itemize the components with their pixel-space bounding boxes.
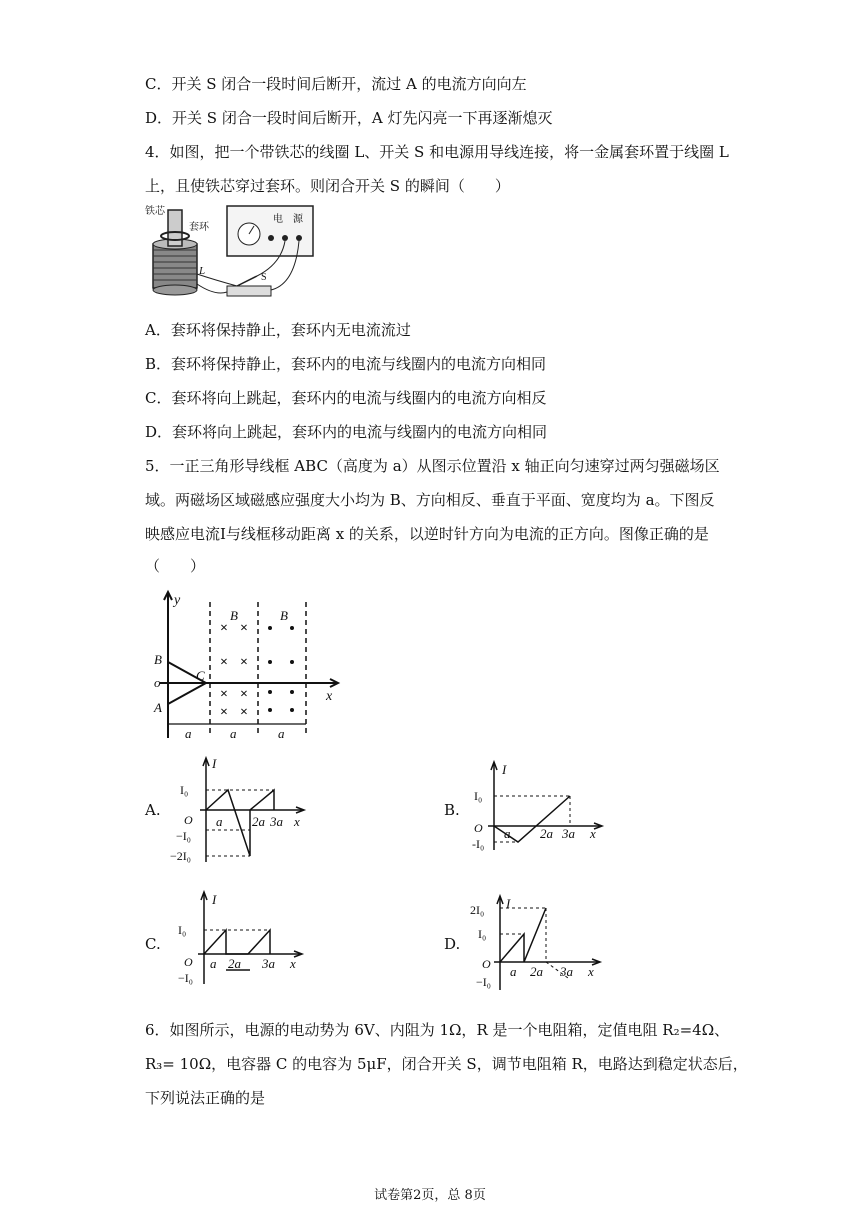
q5-b-origin: O bbox=[474, 821, 483, 835]
svg-text:×: × bbox=[220, 705, 228, 720]
svg-text:×: × bbox=[220, 655, 228, 670]
q5-option-d-label: D. bbox=[444, 935, 461, 953]
q5-c-neg-i0: −I₀ bbox=[178, 971, 193, 985]
svg-text:×: × bbox=[240, 655, 248, 670]
q5-option-a-label: A. bbox=[145, 801, 161, 819]
q5-stem-line3: 映感应电流I与线框移动距离 x 的关系，以逆时针方向为电流的正方向。图像正确的是 bbox=[145, 525, 709, 543]
q5-d-neg-i0: −I₀ bbox=[476, 975, 491, 989]
q5-a-origin: O bbox=[184, 813, 193, 827]
q5-b-axis-x: x bbox=[590, 826, 596, 841]
q5-c-tick-2a: 2a bbox=[228, 956, 241, 971]
q3-option-c: C．开关 S 闭合一段时间后断开，流过 A 的电流方向向左 bbox=[145, 75, 527, 93]
q6-stem-line2: R₃= 10Ω，电容器 C 的电容为 5μF，闭合开关 S，调节电阻箱 R，电路达到稳定状态后， bbox=[145, 1055, 748, 1073]
q5-d-i0: I₀ bbox=[478, 927, 487, 941]
q4-option-a: A．套环将保持静止，套环内无电流流过 bbox=[145, 321, 411, 339]
q5-a-i0: I₀ bbox=[180, 783, 189, 797]
q5-width-a3: a bbox=[278, 726, 285, 741]
q5-b-tick-a: a bbox=[504, 826, 511, 841]
q5-field-figure bbox=[150, 588, 350, 743]
q5-d-origin: O bbox=[482, 957, 491, 971]
q5-label-origin: o bbox=[154, 675, 161, 690]
q5-d-axis-x: x bbox=[588, 964, 594, 979]
svg-text:×: × bbox=[240, 705, 248, 720]
svg-text:×: × bbox=[220, 687, 228, 702]
q5-c-axis-x: x bbox=[290, 956, 296, 971]
q5-label-field1: B bbox=[230, 608, 238, 623]
svg-text:×: × bbox=[240, 621, 248, 636]
q4-stem-line2: 上，且使铁芯穿过套环。则闭合开关 S 的瞬间（ ） bbox=[145, 177, 510, 195]
q5-stem-line2: 域。两磁场区域磁感应强度大小均为 B、方向相反、垂直于平面、宽度均为 a。下图反 bbox=[145, 491, 715, 509]
q5-width-a2: a bbox=[230, 726, 237, 741]
q5-a-neg-i0: −I₀ bbox=[176, 829, 191, 843]
q5-d-tick-3a: 3a bbox=[560, 964, 573, 979]
q4-coil-figure bbox=[145, 204, 325, 304]
q4-label-switch: S bbox=[261, 272, 267, 283]
q5-graph-d bbox=[470, 894, 610, 994]
q5-d-2i0: 2I₀ bbox=[470, 903, 485, 917]
q5-a-axis-i: I bbox=[212, 756, 217, 771]
q4-label-coil: L bbox=[199, 265, 206, 277]
q5-label-a-vertex: A bbox=[154, 700, 162, 715]
q5-label-c-vertex: C bbox=[196, 668, 205, 683]
q5-width-a1: a bbox=[185, 726, 192, 741]
page-footer: 试卷第2页，总 8页 bbox=[374, 1188, 486, 1203]
q5-d-tick-2a: 2a bbox=[530, 964, 543, 979]
q5-a-tick-3a: 3a bbox=[270, 814, 283, 829]
q5-a-tick-2a: 2a bbox=[252, 814, 265, 829]
q5-b-tick-2a: 2a bbox=[540, 826, 553, 841]
q6-stem-line3: 下列说法正确的是 bbox=[145, 1089, 266, 1107]
q4-option-d: D．套环将向上跳起，套环内的电流与线圈内的电流方向相同 bbox=[145, 423, 548, 441]
q4-label-ring: 套环 bbox=[189, 222, 209, 233]
q5-graph-c bbox=[172, 890, 312, 990]
svg-text:×: × bbox=[220, 621, 228, 636]
q4-option-b: B．套环将保持静止，套环内的电流与线圈内的电流方向相同 bbox=[145, 355, 547, 373]
q5-b-axis-i: I bbox=[502, 762, 507, 777]
q5-axis-y: y bbox=[174, 593, 181, 608]
q6-stem-line1: 6．如图所示，电源的电动势为 6V、内阻为 1Ω，R 是一个电阻箱，定值电阻 R₂=4Ω、 bbox=[145, 1021, 730, 1039]
q5-b-i0: I₀ bbox=[474, 789, 483, 803]
q5-c-tick-3a: 3a bbox=[262, 956, 275, 971]
q5-c-i0: I₀ bbox=[178, 923, 187, 937]
q5-axis-x: x bbox=[326, 689, 333, 704]
q5-b-neg-i0: -I₀ bbox=[472, 837, 485, 851]
q5-a-axis-x: x bbox=[294, 814, 300, 829]
q5-d-axis-i: I bbox=[506, 896, 511, 911]
q4-label-core: 铁芯 bbox=[145, 206, 165, 217]
q5-stem-line1: 5．一正三角形导线框 ABC（高度为 a）从图示位置沿 x 轴正向匀速穿过两匀强磁场区 bbox=[145, 457, 720, 475]
q5-graph-a bbox=[170, 756, 310, 866]
q5-option-b-label: B. bbox=[444, 801, 460, 819]
q5-d-tick-a: a bbox=[510, 964, 517, 979]
q3-option-d: D．开关 S 闭合一段时间后断开，A 灯先闪亮一下再逐渐熄灭 bbox=[145, 109, 553, 127]
q5-c-tick-a: a bbox=[210, 956, 217, 971]
q5-label-field2: B bbox=[280, 608, 288, 623]
q4-option-c: C．套环将向上跳起，套环内的电流与线圈内的电流方向相反 bbox=[145, 389, 547, 407]
q5-label-b-vertex: B bbox=[154, 652, 162, 667]
q5-b-tick-3a: 3a bbox=[562, 826, 575, 841]
q5-c-axis-i: I bbox=[212, 892, 217, 907]
q5-c-origin: O bbox=[184, 955, 193, 969]
q5-a-tick-a: a bbox=[216, 814, 223, 829]
q4-label-power: 电 源 bbox=[273, 214, 303, 225]
q5-graph-b bbox=[470, 760, 610, 860]
q4-stem-line1: 4．如图，把一个带铁芯的线圈 L、开关 S 和电源用导线连接，将一金属套环置于线圈 L bbox=[145, 143, 729, 161]
svg-text:×: × bbox=[240, 687, 248, 702]
q5-a-neg-2i0: −2I₀ bbox=[170, 849, 191, 863]
q5-stem-line4: （ ） bbox=[145, 557, 206, 575]
q5-option-c-label: C. bbox=[145, 935, 161, 953]
